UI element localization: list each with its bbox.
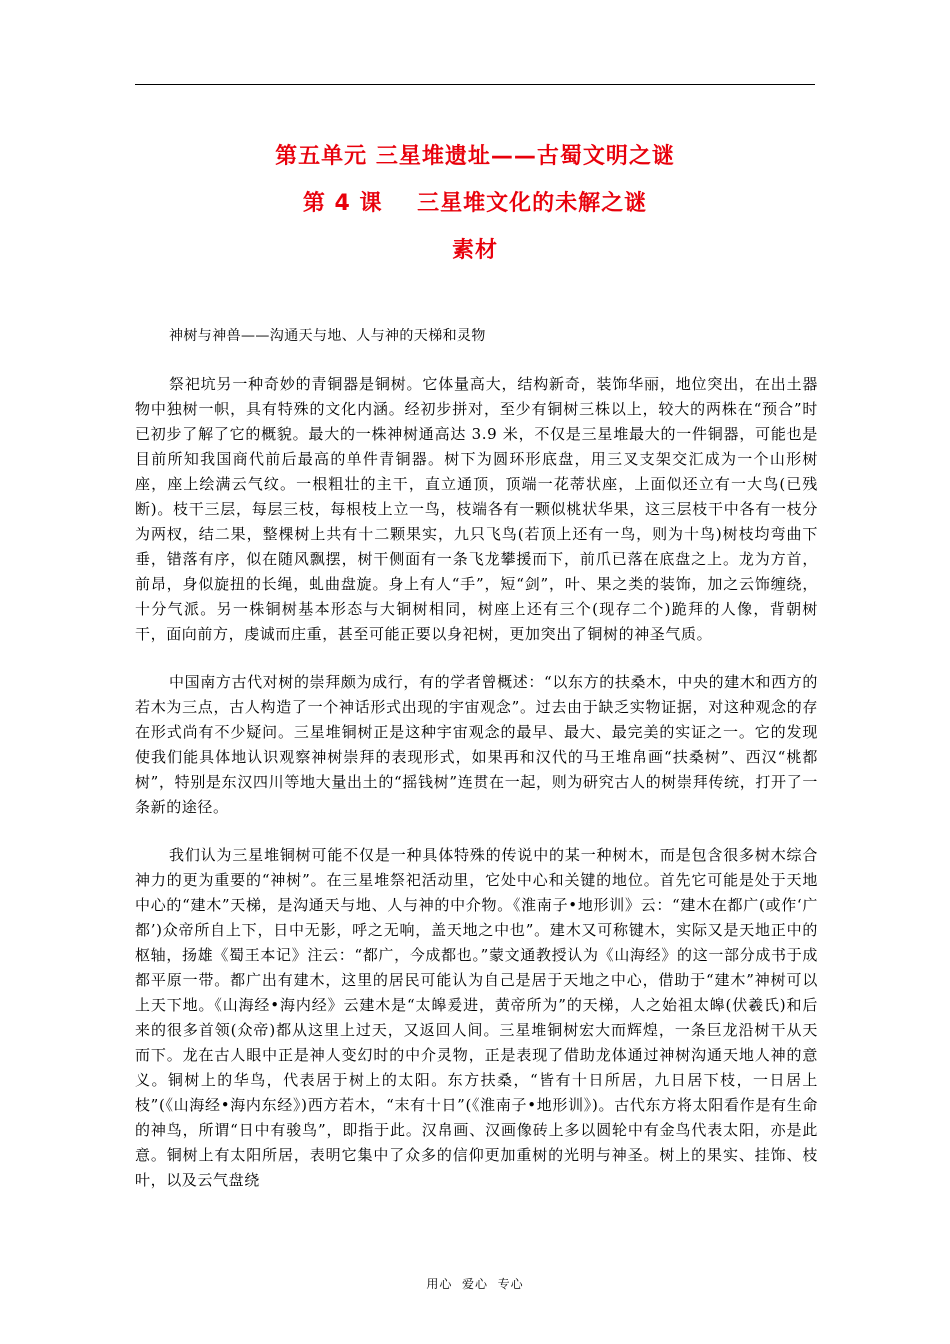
header-rule: [135, 84, 815, 85]
unit-title: 第五单元 三星堆遗址——古蜀文明之谜: [275, 144, 675, 169]
lesson-title: 第 4 课 三星堆文化的未解之谜: [302, 191, 648, 216]
section-heading: 神树与神兽——沟通天与地、人与神的天梯和灵物: [169, 328, 486, 344]
paragraph-1: 祭祀坑另一种奇妙的青铜器是铜树。它体量高大，结构新奇，装饰华丽，地位突出，在出土器物中独树一帜，具有特殊的文化内涵。经初步拼对，至少有铜树三株以上，较大的两株在“预合”时已初步了解了它的概貌。最大的一株神树通高达 3.9 米，不仅是三星堆最大的一件铜器，可能也是目前所知我国商代前后最高的单件青铜器。树下为圆环形底盘，用三叉支架交汇成为一个山形树座，座上绘满云气纹。一根粗壮的主干，直立通顶，顶端一花蒂状座，上面似还立有一大鸟(已残断)。枝干三层，每层三枝，每根枝上立一鸟，枝端各有一颗似桃状华果，这三层枝干中各有一枝分为两杈，结二果，整棵树上共有十二颗果实，九只飞鸟(若顶上还有一鸟，则为十鸟)树枝均弯曲下垂，错落有序，似在随风飘摆，树干侧面有一条飞龙攀援而下，前爪已落在底盘之上。龙为方首，前昂，身似旋扭的长绳，虬曲盘旋。身上有人“手”，短“剑”，叶、果之类的装饰，加之云饰缠绕，十分气派。另一株铜树基本形态与大铜树相同，树座上还有三个(现存二个)跪拜的人像，背朝树干，面向前方，虔诚而庄重，甚至可能正要以身祀树，更加突出了铜树的神圣气质。: [135, 375, 818, 643]
title-block: [135, 133, 815, 274]
body-content: [135, 322, 818, 1193]
material-title: 素材: [451, 238, 498, 263]
paragraph-2: 中国南方古代对树的崇拜颇为成行，有的学者曾概述：“以东方的扶桑木，中央的建木和西方的若木为三点，古人构造了一个神话形式出现的宇宙观念”。过去由于缺乏实物证据，对这种观念的存在形式尚有不少疑问。三星堆铜树正是这种宇宙观念的最早、最大、最完美的实证之一。它的发现使我们能具体地认识观察神树崇拜的表现形式，如果再和汉代的马王堆帛画“扶桑树”、西汉“桃都树”，特别是东汉四川等地大量出土的“摇钱树”连贯在一起，则为研究古人的树崇拜传统，打开了一条新的途径。: [135, 673, 818, 816]
paragraph-3: 我们认为三星堆铜树可能不仅是一种具体特殊的传说中的某一种树木，而是包含很多树木综合神力的更为重要的“神树”。在三星堆祭祀活动里，它处中心和关键的地位。首先它可能是处于天地中心的“建木”天梯，是沟通天与地、人与神的中介物。《淮南子•地形训》云：“建木在都广(或作‘广都’)众帝所自上下，日中无影，呼之无响，盖天地之中也”。建木又可称键木，实际又是天地正中的枢轴，扬雄《蜀王本记》注云：“都广，今成都也。”蒙文通教授认为《山海经》的这一部分成书于成都平原一带。都广出有建木，这里的居民可能认为自己是居于天地之中心，借助于“建木”神树可以上天下地。《山海经•海内经》云建木是“太皞爰进，黄帝所为”的天梯，人之始祖太皞(伏羲氏)和后来的很多首领(众帝)都从这里上过天，又返回人间。三星堆铜树宏大而辉煌，一条巨龙沿树干从天而下。龙在古人眼中正是神人变幻时的中介灵物，正是表现了借助龙体通过神树沟通天地人神的意义。铜树上的华鸟，代表居于树上的太阳。东方扶桑，“皆有十日所居，九日居下枝，一日居上枝”(《山海经•海内东经》)西方若木，“末有十日”(《淮南子•地形训》)。古代东方将太阳看作是有生命的神鸟，所谓“日中有骏鸟”，即指于此。汉帛画、汉画像砖上多以圆轮中有金鸟代表太阳，亦是此意。铜树上有太阳所居，表明它集中了众多的信仰更加重树的光明与神圣。树上的果实、挂饰、枝叶，以及云气盘绕: [135, 846, 818, 1189]
page-footer: 用心 爱心 专心: [426, 1277, 524, 1291]
